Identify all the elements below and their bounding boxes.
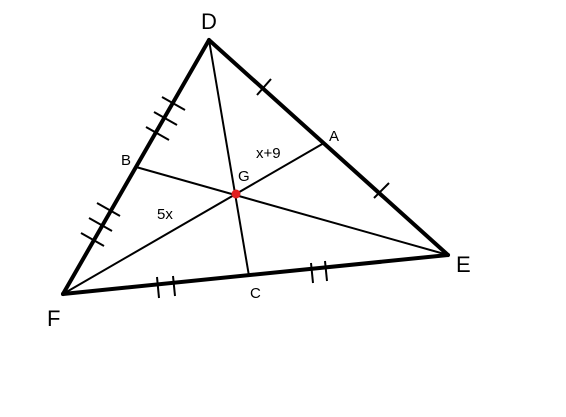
- vertex-label-D: D: [201, 9, 217, 34]
- point-label-A: A: [329, 128, 340, 145]
- vertex-label-F: F: [47, 306, 61, 331]
- point-label-B: B: [121, 152, 132, 169]
- tick-marks-FE: [157, 261, 327, 298]
- point-label-C: C: [250, 285, 261, 302]
- vertex-label-E: E: [456, 252, 471, 277]
- tick-marks-DE: [257, 79, 389, 198]
- segment-label-FG: 5x: [157, 206, 173, 223]
- segment-label-AG: x+9: [256, 145, 281, 162]
- median-DC: [209, 40, 249, 276]
- point-label-G: G: [238, 168, 250, 185]
- side-DE: [209, 40, 448, 255]
- centroid-point: [232, 190, 241, 199]
